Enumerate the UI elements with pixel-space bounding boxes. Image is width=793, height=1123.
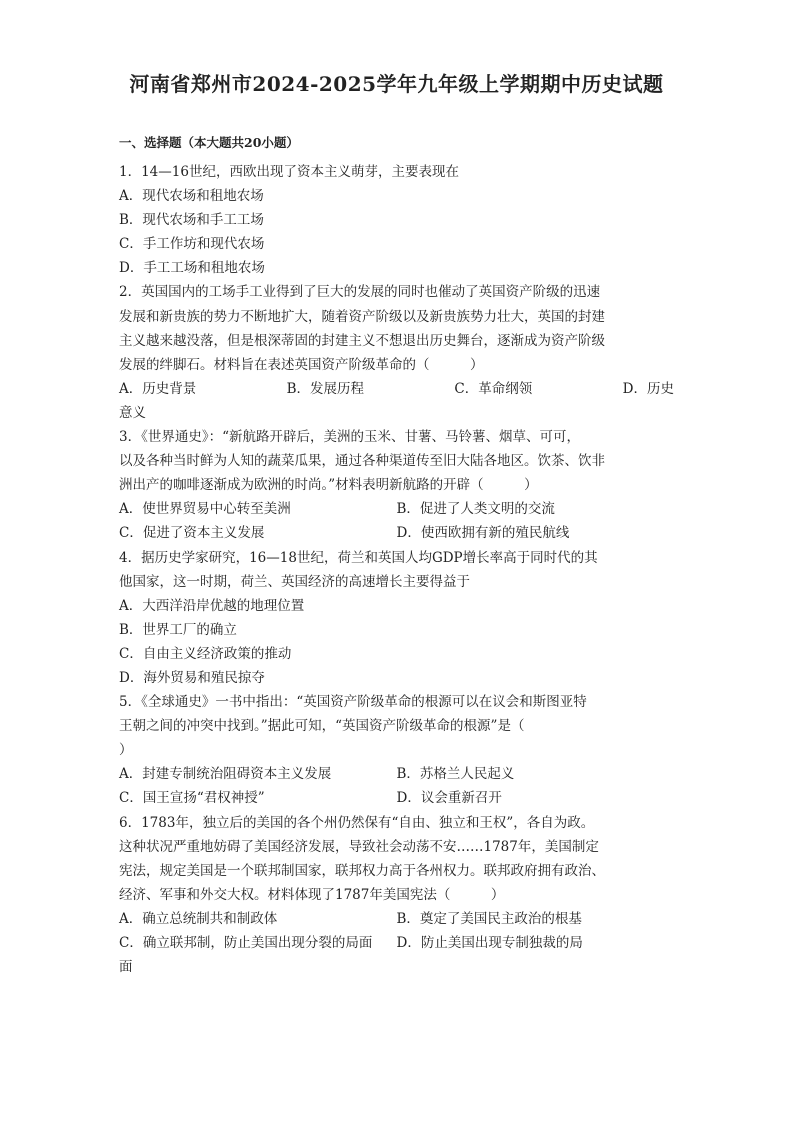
option-b: B．促进了人类文明的交流 — [396, 501, 555, 518]
option-d-continued: 面 — [119, 959, 133, 976]
options-row — [119, 907, 674, 931]
section-heading: 一、选择题（本大题共20小题） — [119, 135, 299, 150]
option-b: B．现代农场和手工工场 — [119, 212, 264, 229]
option-a: A．确立总统制共和制政体 — [119, 910, 278, 927]
options-row — [119, 521, 674, 545]
question-stem: 这种状况严重地妨碍了美国经济发展，导致社会动荡不安……1787年，美国制定 — [119, 838, 599, 855]
options-row — [119, 497, 674, 521]
question-stem: 王朝之间的冲突中找到。”据此可知，“英国资产阶级革命的根源”是（ — [119, 718, 525, 735]
question-stem: 4．据历史学家研究，16—18世纪，荷兰和英国人均GDP增长率高于同时代的其 — [119, 549, 598, 566]
option-c: C．确立联邦制，防止美国出现分裂的局面 — [119, 935, 373, 951]
page-title: 河南省郑州市2024-2025学年九年级上学期期中历史试题 — [129, 72, 664, 96]
option-d: D．手工工场和租地农场 — [119, 260, 265, 277]
option-d: D．防止美国出现专制独裁的局 — [396, 935, 583, 951]
question-stem: 发展和新贵族的势力不断地扩大，随着资产阶级以及新贵族势力壮大，英国的封建 — [119, 308, 605, 325]
question-5 — [119, 690, 674, 810]
question-stem: 主义越来越没落，但是根深蒂固的封建主义不想退出历史舞台，逐渐成为资产阶级 — [119, 332, 605, 349]
option-d-continued: 意义 — [119, 404, 146, 421]
question-6 — [119, 811, 674, 980]
question-stem: 经济、军事和外交大权。材料体现了1787年美国宪法（ ） — [119, 886, 505, 903]
question-stem: 6．1783年，独立后的美国的各个州仍然保有“自由、独立和王权”，各自为政。 — [119, 814, 595, 831]
option-d: D．使西欧拥有新的殖民航线 — [396, 525, 570, 542]
option-d: D．议会重新召开 — [396, 790, 502, 807]
question-2 — [119, 280, 674, 425]
option-d: D．海外贸易和殖民掠夺 — [119, 669, 265, 686]
question-stem: 3．《世界通史》：“新航路开辟后，美洲的玉米、甘薯、马铃薯、烟草、可可， — [119, 429, 580, 446]
options-row — [119, 762, 674, 786]
question-stem: 洲出产的咖啡逐渐成为欧洲的时尚。”材料表明新航路的开辟（ ） — [119, 477, 538, 494]
option-b: B．发展历程 — [286, 380, 365, 397]
question-stem: ） — [119, 742, 133, 759]
options-row — [119, 931, 674, 955]
option-c: C．自由主义经济政策的推动 — [119, 645, 292, 662]
question-3 — [119, 425, 674, 545]
question-stem: 发展的绊脚石。材料旨在表述英国资产阶级革命的（ ） — [119, 356, 484, 373]
option-a: A．使世界贸易中心转至美洲 — [119, 501, 291, 518]
question-stem: 1．14—16世纪，西欧出现了资本主义萌芽，主要表现在 — [119, 164, 459, 180]
option-c: C．革命纲领 — [454, 380, 533, 397]
option-b: B．苏格兰人民起义 — [396, 766, 515, 783]
option-a: A．历史背景 — [119, 380, 197, 397]
option-a: A．封建专制统治阻碍资本主义发展 — [119, 766, 332, 783]
question-stem: 以及各种当时鲜为人知的蔬菜瓜果，通过各种渠道传至旧大陆各地区。饮茶、饮非 — [119, 453, 605, 470]
option-d: D．历史 — [622, 380, 674, 397]
question-stem: 5．《全球通史》一书中指出：“英国资产阶级革命的根源可以在议会和斯图亚特 — [119, 694, 587, 711]
question-stem: 他国家，这一时期，荷兰、英国经济的高速增长主要得益于 — [119, 573, 470, 590]
question-stem: 2．英国国内的工场手工业得到了巨大的发展的同时也催动了英国资产阶级的迅速 — [119, 284, 601, 301]
option-a: A．大西洋沿岸优越的地理位置 — [119, 597, 305, 614]
option-c: C．促进了资本主义发展 — [119, 525, 265, 542]
options-row — [119, 786, 674, 810]
option-c: C．手工作坊和现代农场 — [119, 236, 265, 253]
question-list — [119, 160, 674, 979]
question-4 — [119, 546, 674, 691]
option-b: B．奠定了美国民主政治的根基 — [396, 910, 582, 927]
options-row — [119, 377, 674, 401]
option-b: B．世界工厂的确立 — [119, 621, 237, 638]
question-stem: 宪法，规定美国是一个联邦制国家，联邦权力高于各州权力。联邦政府拥有政治、 — [119, 862, 605, 879]
option-c: C．国王宣扬“君权神授” — [119, 790, 265, 807]
question-1 — [119, 160, 674, 280]
option-a: A．现代农场和租地农场 — [119, 188, 264, 205]
